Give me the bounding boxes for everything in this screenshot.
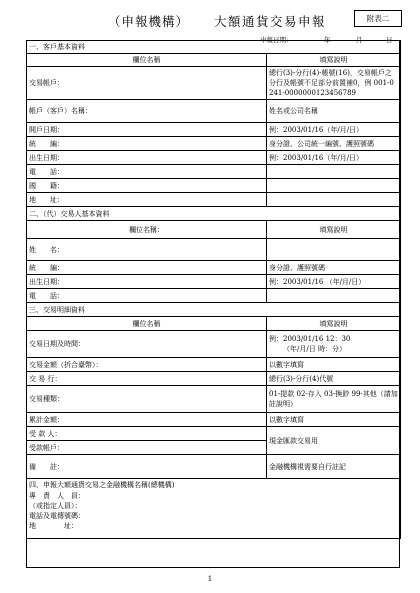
account-field: 交易帳戶： — [27, 67, 267, 100]
section2-col-field: 欄位名稱： — [27, 221, 267, 239]
account-desc: 總行(3)-分行(4)-帳號(16)，交易帳戶之分行及帳號不足部分前置補0，例 001-0241-0000000123456789 — [267, 67, 401, 100]
phone-fax-label: 電話及電傳號碼： — [29, 512, 85, 520]
cumulative-amount-desc: 以數字填寫 — [267, 413, 401, 427]
report-form-table — [26, 40, 401, 539]
address-field: 地 址： — [27, 193, 267, 207]
txn-datetime-format: （年/月/日 時：分） — [283, 345, 346, 353]
id-number-desc: 身分證、公司統一編號、護照號碼 — [267, 137, 401, 151]
opening-date-field: 開戶日期： — [27, 123, 267, 137]
section3-col-field: 欄位名稱 — [27, 317, 267, 331]
txn-amount-desc: 以數字填寫 — [267, 358, 401, 372]
header — [0, 10, 420, 42]
txn-type-field: 交易種類： — [27, 386, 267, 413]
account-name-field: 帳戶（客戶）名稱： — [27, 100, 267, 123]
payee-desc: 現金匯款交易用 — [267, 427, 401, 455]
responsible-person-label: 專 責 人 員： — [29, 492, 85, 500]
form-title: 大額通貨交易申報 — [214, 14, 327, 29]
section4-block — [27, 479, 401, 539]
txn-branch-field: 交 易 行： — [27, 372, 267, 386]
designated-person-label: （或指定人員）： — [29, 502, 82, 510]
cumulative-amount-field: 累計金額： — [27, 413, 267, 427]
agent-birth-field: 出生日期： — [27, 275, 267, 289]
section2-title: 二、（代）交易人基本資料 — [27, 207, 401, 221]
section3-title: 三、交易明細資料 — [27, 303, 401, 317]
section3-col-desc: 填寫說明 — [267, 317, 401, 331]
nationality-desc — [267, 179, 401, 193]
section1-col-desc: 填寫說明 — [267, 54, 401, 67]
phone-desc — [267, 165, 401, 179]
section2-col-desc: 填寫說明 — [267, 221, 401, 239]
report-date-label: 申報日期： — [260, 36, 293, 44]
payee-field: 受 款 人： — [27, 427, 267, 441]
txn-type-desc: 01-提款 02-存入 03-換鈔 99-其他（請加註說明） — [267, 386, 401, 413]
section1-title: 一、客戶基本資料 — [27, 41, 401, 54]
nationality-field: 國 籍： — [27, 179, 267, 193]
txn-datetime-example: 例：2003/01/16 12：30 — [269, 335, 351, 343]
id-number-field: 統 編： — [27, 137, 267, 151]
section1-col-field: 欄位名稱 — [27, 54, 267, 67]
year-label: 年 — [324, 36, 331, 44]
agent-phone-desc — [267, 289, 401, 303]
reporting-institution-title: （申報機構） — [108, 14, 190, 29]
txn-datetime-field: 交易日期及時間： — [27, 331, 267, 358]
txn-branch-desc: 總行(3)-分行(4)代號 — [267, 372, 401, 386]
agent-phone-field: 電 話： — [27, 289, 267, 303]
txn-amount-field: 交易金額（折合臺幣）： — [27, 358, 267, 372]
day-label: 日 — [386, 36, 393, 44]
phone-field: 電 話： — [27, 165, 267, 179]
agent-birth-desc: 例：2003/01/16 （年/月/日） — [267, 275, 401, 289]
month-label: 月 — [356, 36, 363, 44]
section4-title: 四、申報大額通貨交易之金融機構名稱(總機構) — [29, 481, 175, 489]
agent-id-desc: 身分證、護照號碼 — [267, 261, 401, 275]
agent-name-field: 姓 名： — [27, 239, 267, 261]
txn-datetime-desc — [267, 331, 401, 358]
birth-date-desc: 例：2003/01/16（年/月/日） — [267, 151, 401, 165]
institution-address-label: 地 址： — [29, 522, 78, 530]
payee-account-field: 受款帳戶： — [27, 441, 267, 455]
opening-date-desc: 例：2003/01/16（年/月/日） — [267, 123, 401, 137]
agent-name-desc — [267, 239, 401, 261]
account-name-desc: 姓名或公司名稱 — [267, 100, 401, 123]
agent-id-field: 統 編： — [27, 261, 267, 275]
address-desc — [267, 193, 401, 207]
page-number: 1 — [207, 575, 213, 583]
birth-date-field: 出生日期： — [27, 151, 267, 165]
annex-label: 附表二 — [354, 10, 402, 27]
remark-field: 備 註： — [27, 455, 267, 479]
remark-desc: 金融機構視需要自行註記 — [267, 455, 401, 479]
